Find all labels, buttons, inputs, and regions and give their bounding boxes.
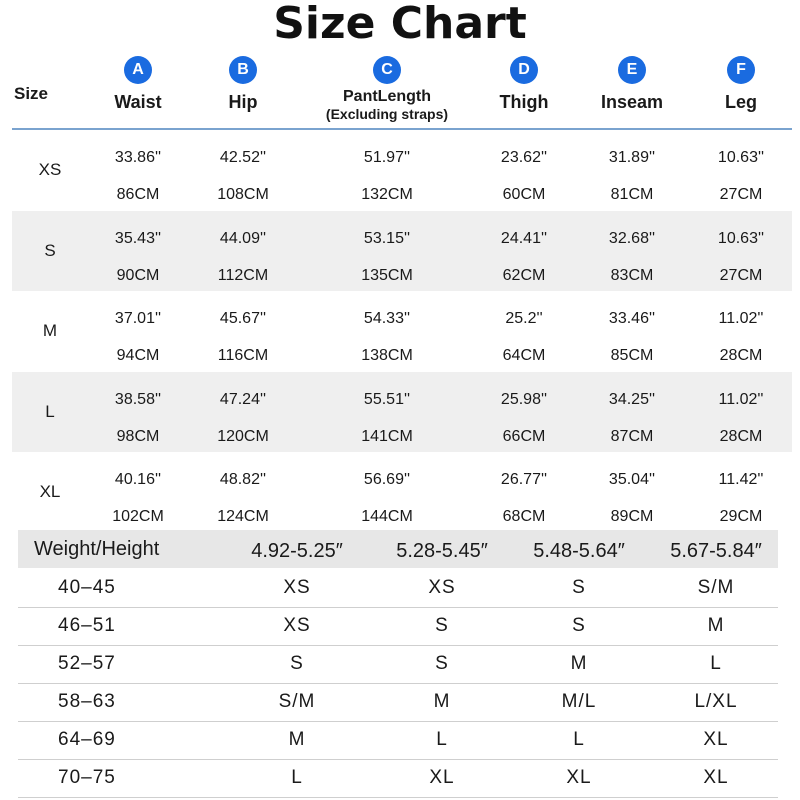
recommended-size: L	[436, 729, 448, 750]
measurement-cm: 138CM	[361, 347, 413, 365]
measurement-cm: 116CM	[217, 347, 269, 365]
measurement-inches: 35.04''	[608, 471, 656, 489]
measurement-inches: 47.24''	[219, 390, 267, 408]
measurement-cm: 120CM	[217, 427, 269, 445]
row-divider	[18, 683, 778, 684]
measurement-inches: 25.2''	[505, 310, 543, 328]
measurement-inches: 26.77''	[500, 471, 548, 489]
measurement-inches: 10.63''	[717, 149, 765, 166]
measurement-cm: 60CM	[502, 186, 546, 203]
measurement-cm: 135CM	[361, 266, 413, 284]
measurement-inches: 55.51''	[363, 390, 411, 408]
column-header-hip	[198, 56, 288, 113]
weight-height-label: Weight/Height	[34, 538, 160, 560]
recommended-size: M	[570, 653, 588, 674]
measurement-inches: 40.16''	[114, 471, 162, 489]
column-label: Hip	[228, 92, 258, 112]
measurement-cm: 94CM	[116, 347, 160, 365]
measurement-inches: 24.41''	[500, 229, 548, 247]
measurement-inches: 33.86''	[114, 149, 162, 166]
measurement-cm: 27CM	[719, 266, 763, 284]
column-label: Waist	[114, 92, 162, 112]
measurement-inches: 42.52''	[219, 149, 267, 166]
row-divider	[18, 721, 778, 722]
row-divider	[18, 759, 778, 760]
measurement-cm: 86CM	[116, 186, 160, 203]
measurement-cm: 68CM	[502, 508, 546, 526]
recommended-size: M/L	[561, 691, 597, 712]
size-name: XL	[39, 482, 61, 502]
page-title: Size Chart	[273, 0, 527, 49]
recommended-size: S/M	[278, 691, 316, 712]
measurement-inches: 45.67''	[219, 310, 267, 328]
column-letter-badge: D	[510, 56, 538, 84]
size-name: L	[45, 401, 55, 421]
recommended-size: S	[572, 615, 586, 636]
measurement-cm: 124CM	[217, 508, 269, 526]
measurement-cm: 64CM	[502, 347, 546, 365]
column-label: Inseam	[600, 92, 664, 112]
row-divider	[18, 645, 778, 646]
recommended-size: L/XL	[694, 691, 738, 712]
recommended-size: M	[707, 615, 725, 636]
size-name: XS	[38, 160, 62, 179]
measurement-inches: 11.02''	[718, 390, 764, 408]
measurement-cm: 87CM	[610, 427, 654, 445]
recommended-size: S	[572, 577, 586, 598]
column-letter-badge: F	[727, 56, 755, 84]
measurement-cm: 112CM	[217, 266, 269, 284]
column-letter-badge: A	[124, 56, 152, 84]
weight-range: 64–69	[58, 729, 116, 750]
column-letter-badge: E	[618, 56, 646, 84]
measurement-cm: 28CM	[719, 347, 763, 365]
recommended-size: XL	[566, 767, 592, 788]
row-divider	[18, 607, 778, 608]
size-name: S	[44, 240, 56, 260]
weight-range: 52–57	[58, 653, 116, 674]
column-label: PantLength	[343, 88, 431, 105]
column-header-pantlength	[292, 56, 482, 122]
measurement-inches: 48.82''	[219, 471, 267, 489]
recommended-size: XL	[703, 729, 729, 750]
column-letter-badge: B	[229, 56, 257, 84]
recommended-size: M	[433, 691, 451, 712]
recommended-size: XL	[429, 767, 455, 788]
measurement-inches: 25.98''	[500, 390, 548, 408]
weight-range: 58–63	[58, 691, 116, 712]
measurement-inches: 37.01''	[114, 310, 162, 328]
measurement-cm: 98CM	[116, 427, 160, 445]
recommended-size: S/M	[697, 577, 735, 598]
weight-range: 70–75	[58, 767, 116, 788]
measurement-inches: 38.58''	[114, 390, 162, 408]
recommended-size: XS	[283, 577, 311, 598]
measurement-cm: 66CM	[502, 427, 546, 445]
measurement-cm: 28CM	[719, 427, 763, 445]
measurement-cm: 83CM	[610, 266, 654, 284]
recommended-size: S	[290, 653, 304, 674]
measurement-cm: 62CM	[502, 266, 546, 284]
measurement-inches: 34.25''	[608, 390, 656, 408]
measurement-cm: 102CM	[112, 508, 164, 526]
row-divider	[18, 797, 778, 798]
measurement-cm: 89CM	[610, 508, 654, 526]
measurement-inches: 51.97''	[363, 149, 411, 166]
column-header-leg	[696, 56, 786, 113]
weight-range: 40–45	[58, 577, 116, 598]
height-range-header: 5.48-5.64″	[533, 540, 625, 562]
recommended-size: XS	[283, 615, 311, 636]
measurement-cm: 29CM	[719, 508, 763, 526]
column-letter-badge: C	[373, 56, 401, 84]
column-label: Leg	[724, 92, 757, 112]
recommended-size: S	[435, 615, 449, 636]
measurement-cm: 81CM	[610, 186, 654, 203]
measurement-inches: 31.89''	[608, 149, 656, 166]
column-header-waist	[93, 56, 183, 113]
recommended-size: XS	[428, 577, 456, 598]
measurement-inches: 11.42''	[718, 471, 764, 489]
column-sublabel: (Excluding straps)	[325, 106, 449, 122]
column-label: Thigh	[499, 92, 549, 112]
measurement-inches: 44.09''	[219, 229, 267, 247]
recommended-size: L	[710, 653, 722, 674]
recommended-size: M	[288, 729, 306, 750]
measurement-inches: 32.68''	[608, 229, 656, 247]
height-range-header: 5.67-5.84″	[670, 540, 762, 562]
height-range-header: 4.92-5.25″	[251, 540, 343, 562]
measurement-inches: 23.62''	[500, 149, 548, 166]
height-range-header: 5.28-5.45″	[396, 540, 488, 562]
measurement-inches: 54.33''	[363, 310, 411, 328]
measurement-inches: 33.46''	[608, 310, 656, 328]
measurement-cm: 108CM	[217, 186, 269, 203]
column-header-inseam	[582, 56, 682, 113]
recommended-size: S	[435, 653, 449, 674]
measurement-inches: 35.43''	[114, 229, 162, 247]
column-header-thigh	[479, 56, 569, 113]
size-name: M	[42, 321, 58, 341]
measurement-cm: 144CM	[361, 508, 413, 526]
measurement-inches: 11.02''	[718, 310, 764, 328]
measurement-cm: 132CM	[361, 186, 413, 203]
measurement-inches: 56.69''	[363, 471, 411, 489]
measurement-cm: 85CM	[610, 347, 654, 365]
measurement-cm: 27CM	[719, 186, 763, 203]
measurement-inches: 10.63''	[717, 229, 765, 247]
recommended-size: L	[573, 729, 585, 750]
measurement-inches: 53.15''	[363, 229, 411, 247]
weight-range: 46–51	[58, 615, 116, 636]
size-column-header: Size	[14, 84, 49, 103]
measurement-cm: 90CM	[116, 266, 160, 284]
measurement-cm: 141CM	[361, 427, 413, 445]
recommended-size: L	[291, 767, 303, 788]
recommended-size: XL	[703, 767, 729, 788]
